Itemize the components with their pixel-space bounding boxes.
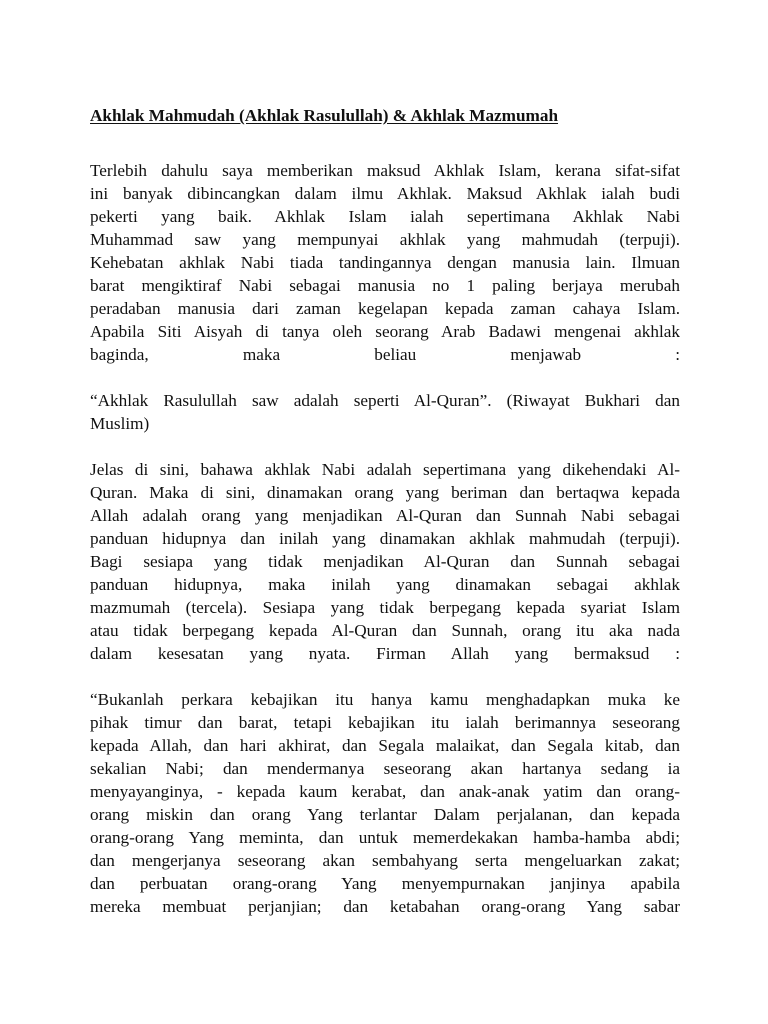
text-line: kepada Allah, dan hari akhirat, dan Segala malaikat, dan Segala kitab, dan [90, 736, 680, 755]
text-line: dalam kesesatan yang nyata. Firman Allah yang bermaksud : [90, 644, 680, 663]
text-line: dan mengerjanya seseorang akan sembahyang serta mengeluarkan zakat; [90, 851, 680, 870]
text-line: Jelas di sini, bahawa akhlak Nabi adalah sepertimana yang dikehendaki Al- [90, 460, 680, 479]
text-line: pihak timur dan barat, tetapi kebajikan itu ialah berimannya seseorang [90, 713, 680, 732]
text-line: orang miskin dan orang Yang terlantar Dalam perjalanan, dan kepada [90, 805, 680, 824]
paragraph-quran-verse [90, 688, 680, 918]
text-line: “Akhlak Rasulullah saw adalah seperti Al-Quran”. (Riwayat Bukhari dan [90, 391, 680, 410]
paragraph-akhlak-definition [90, 159, 680, 366]
paragraph-hadith-quote [90, 389, 680, 435]
paragraph-explanation [90, 458, 680, 665]
text-line: panduan hidupnya dan inilah yang dinamakan akhlak mahmudah (terpuji). [90, 529, 680, 548]
text-line: mereka membuat perjanjian; dan ketabahan orang-orang Yang sabar [90, 897, 680, 916]
text-line: orang-orang Yang meminta, dan untuk memerdekakan hamba-hamba abdi; [90, 828, 680, 847]
text-line: Muhammad saw yang mempunyai akhlak yang mahmudah (terpuji). [90, 230, 680, 249]
paragraph-spacer [90, 665, 680, 688]
text-line: ini banyak dibincangkan dalam ilmu Akhlak. Maksud Akhlak ialah budi [90, 184, 680, 203]
text-line: dan perbuatan orang-orang Yang menyempurnakan janjinya apabila [90, 874, 680, 893]
text-line: Terlebih dahulu saya memberikan maksud Akhlak Islam, kerana sifat-sifat [90, 161, 680, 180]
text-line: pekerti yang baik. Akhlak Islam ialah sepertimana Akhlak Nabi [90, 207, 680, 226]
text-line: “Bukanlah perkara kebajikan itu hanya kamu menghadapkan muka ke [90, 690, 680, 709]
text-line: Quran. Maka di sini, dinamakan orang yang beriman dan bertaqwa kepada [90, 483, 680, 502]
text-line: Allah adalah orang yang menjadikan Al-Quran dan Sunnah Nabi sebagai [90, 506, 680, 525]
paragraph-spacer [90, 136, 680, 159]
paragraph-spacer [90, 435, 680, 458]
text-line: peradaban manusia dari zaman kegelapan kepada zaman cahaya Islam. [90, 299, 680, 318]
text-line: mazmumah (tercela). Sesiapa yang tidak berpegang kepada syariat Islam [90, 598, 680, 617]
document-title: Akhlak Mahmudah (Akhlak Rasulullah) & Akhlak Mazmumah [90, 106, 559, 125]
text-line: Kehebatan akhlak Nabi tiada tandingannya dengan manusia lain. Ilmuan [90, 253, 680, 272]
text-line: Muslim) [90, 414, 150, 433]
text-line: Bagi sesiapa yang tidak menjadikan Al-Quran dan Sunnah sebagai [90, 552, 680, 571]
text-line: atau tidak berpegang kepada Al-Quran dan Sunnah, orang itu aka nada [90, 621, 680, 640]
text-line: barat mengiktiraf Nabi sebagai manusia no 1 paling berjaya merubah [90, 276, 680, 295]
text-line: sekalian Nabi; dan mendermanya seseorang akan hartanya sedang ia [90, 759, 680, 778]
document-page [90, 100, 680, 918]
paragraph-spacer [90, 366, 680, 389]
text-line: panduan hidupnya, maka inilah yang dinamakan sebagai akhlak [90, 575, 680, 594]
text-line: Apabila Siti Aisyah di tanya oleh seorang Arab Badawi mengenai akhlak [90, 322, 680, 341]
text-line: baginda, maka beliau menjawab : [90, 345, 680, 364]
text-line: menyayanginya, - kepada kaum kerabat, dan anak-anak yatim dan orang- [90, 782, 680, 801]
